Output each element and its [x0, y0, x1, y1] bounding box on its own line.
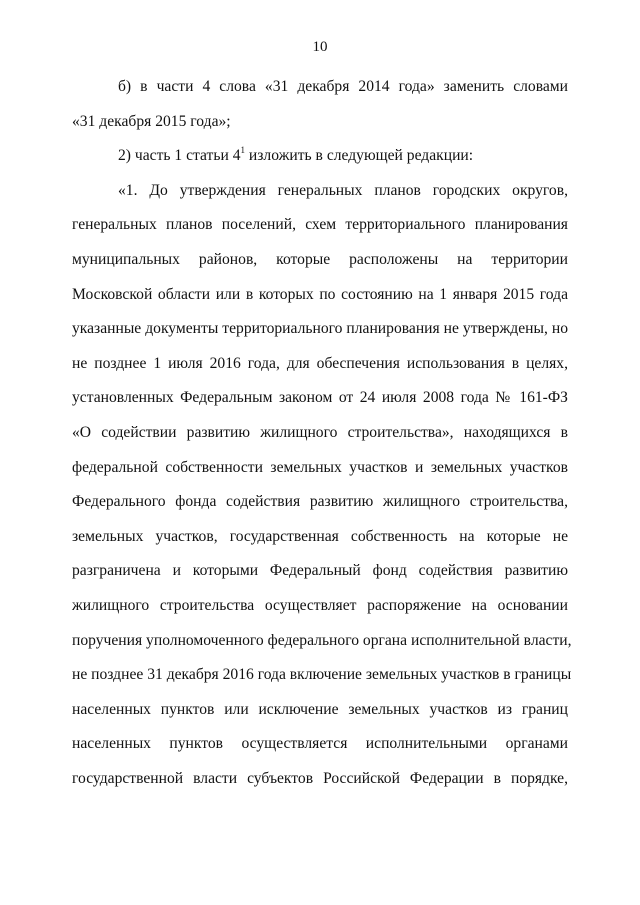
- text-line: населенных пунктов или исключение земельных участков из границ: [72, 700, 568, 718]
- text-line: не позднее 1 июля 2016 года, для обеспечения использования в целях,: [72, 354, 568, 372]
- text-line: «31 декабря 2015 года»;: [72, 112, 231, 130]
- page-number: 10: [312, 39, 328, 55]
- text-line: б) в части 4 слова «31 декабря 2014 года» заменить словами: [118, 78, 568, 95]
- text-line: «1. До утверждения генеральных планов городских округов,: [118, 181, 568, 199]
- text-line: поручения уполномоченного федерального органа исполнительной власти,: [72, 631, 572, 649]
- text-fragment: 2) часть 1 статьи 4: [118, 147, 241, 165]
- text-line: Московской области или в которых по состоянию на 1 января 2015 года: [72, 285, 568, 303]
- text-line-with-superscript: [72, 139, 568, 174]
- text-line: земельных участков, государственная собственность на которые не: [72, 527, 568, 545]
- text-line: не позднее 31 декабря 2016 года включение земельных участков в границы: [72, 666, 572, 684]
- text-line: федеральной собственности земельных участков и земельных участков: [72, 458, 568, 476]
- text-line: государственной власти субъектов Российской Федерации в порядке,: [72, 769, 568, 787]
- text-line: Федерального фонда содействия развитию жилищного строительства,: [72, 493, 568, 511]
- text-line: разграничена и которыми Федеральный фонд содействия развитию: [72, 562, 568, 580]
- text-line: «О содействии развитию жилищного строительства», находящихся в: [72, 423, 568, 441]
- document-body: [72, 70, 572, 796]
- text-line: населенных пунктов осуществляется исполнительными органами: [72, 735, 568, 753]
- text-fragment: изложить в следующей редакции:: [245, 147, 474, 165]
- text-line: установленных Федеральным законом от 24 июля 2008 года № 161-ФЗ: [72, 389, 568, 407]
- text-line: указанные документы территориального планирования не утверждены, но: [72, 320, 568, 338]
- text-line: жилищного строительства осуществляет распоряжение на основании: [72, 596, 568, 614]
- text-line: генеральных планов поселений, схем территориального планирования: [72, 216, 568, 234]
- article-superscript: 1: [240, 145, 246, 156]
- text-line: муниципальных районов, которые расположены на территории: [72, 250, 568, 268]
